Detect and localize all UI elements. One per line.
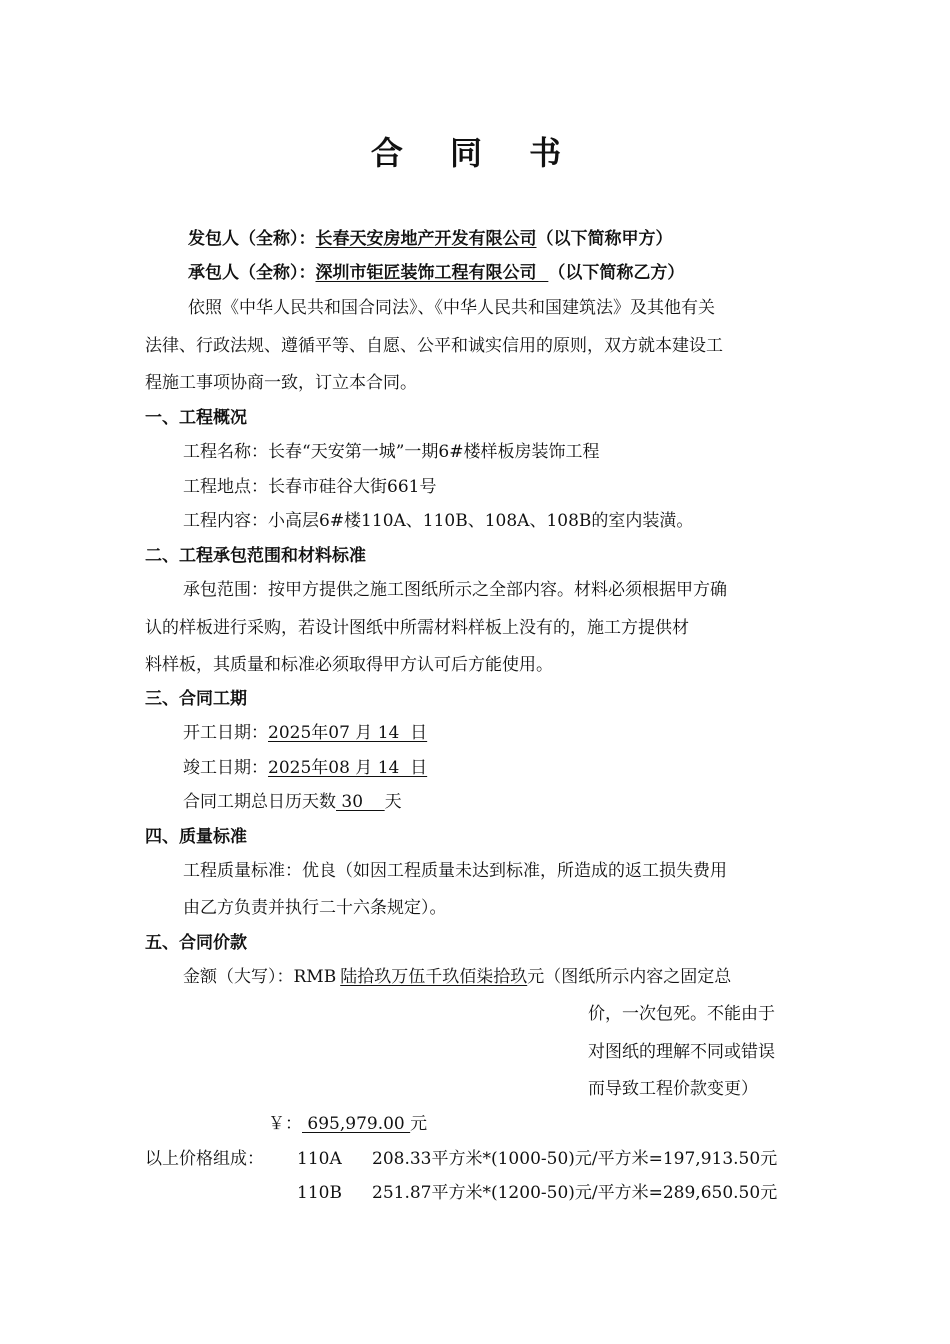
preamble-line: 法律、行政法规、遵循平等、自愿、公平和诚实信用的原则，双方就本建设工 (145, 336, 723, 356)
project-name: 工程名称：长春“天安第一城”一期6#楼样板房装饰工程 (183, 442, 600, 462)
preamble-line: 依照《中华人民共和国合同法》、《中华人民共和国建筑法》及其他有关 (188, 298, 715, 318)
end-date-value: 2025年08 月 14 日 (268, 758, 428, 778)
composition-formula: 208.33平方米*(1000-50)元/平方米=197,913.50元 (372, 1149, 778, 1169)
duration-label: 合同工期总日历天数 (183, 792, 336, 812)
amount-label: 金额（大写）：RMB (183, 967, 337, 987)
duration-line (183, 791, 402, 813)
amount-line (183, 966, 731, 988)
composition-unit: 110B (297, 1183, 342, 1203)
contractor-label: 承包人（全称）： (188, 263, 316, 283)
contractor-line (188, 262, 684, 284)
scope-line: 认的样板进行采购，若设计图纸中所需材料样板上没有的，施工方提供材 (145, 618, 689, 638)
section-heading: 四、质量标准 (145, 827, 247, 847)
scope-line: 料样板，其质量和标准必须取得甲方认可后方能使用。 (145, 655, 553, 675)
contractor-suffix: （以下简称乙方） (548, 263, 685, 283)
duration-unit: 天 (384, 792, 402, 812)
start-date-line (183, 722, 427, 744)
section-heading: 二、工程承包范围和材料标准 (145, 546, 366, 566)
composition-label: 以上价格组成： (145, 1149, 264, 1169)
amount-note-line: 对图纸的理解不同或错误 (588, 1042, 775, 1062)
yuan-line (268, 1113, 427, 1135)
quality-line: 工程质量标准：优良（如因工程质量未达到标准，所造成的返工损失费用 (183, 861, 727, 881)
client-line (188, 228, 673, 250)
amount-note-line: 价，一次包死。不能由于 (588, 1004, 775, 1024)
client-suffix: （以下简称甲方） (536, 229, 673, 249)
section-heading: 一、工程概况 (145, 408, 247, 428)
composition-formula: 251.87平方米*(1200-50)元/平方米=289,650.50元 (372, 1183, 778, 1203)
contractor-name: 深圳市钜匠装饰工程有限公司 (315, 263, 549, 283)
end-date-label: 竣工日期： (183, 758, 268, 778)
amount-note-line: 而导致工程价款变更） (588, 1079, 758, 1099)
section-heading: 三、合同工期 (145, 689, 247, 709)
amount-tail: 元（图纸所示内容之固定总 (527, 967, 732, 987)
section-heading: 五、合同价款 (145, 933, 247, 953)
start-date-label: 开工日期： (183, 723, 268, 743)
composition-unit: 110A (297, 1149, 342, 1169)
yuan-unit: 元 (410, 1114, 428, 1134)
duration-value: 30 (336, 792, 385, 812)
yuan-label: ￥： (268, 1114, 302, 1134)
quality-line: 由乙方负责并执行二十六条规定）。 (183, 898, 447, 918)
project-content: 工程内容：小高层6#楼110A、110B、108A、108B的室内装潢。 (183, 511, 694, 531)
scope-line: 承包范围：按甲方提供之施工图纸所示之全部内容。材料必须根据甲方确 (183, 580, 727, 600)
amount-words: 陆拾玖万伍千玖佰柒拾玖 (340, 967, 528, 987)
start-date-value: 2025年07 月 14 日 (268, 723, 428, 743)
end-date-line (183, 757, 427, 779)
project-location: 工程地点：长春市硅谷大街661号 (183, 477, 437, 497)
client-label: 发包人（全称）： (188, 229, 316, 249)
page-title: 合 同 书 (370, 134, 580, 172)
preamble-line: 程施工事项协商一致，订立本合同。 (145, 373, 417, 393)
yuan-value: 695,979.00 (302, 1114, 411, 1134)
client-name: 长春天安房地产开发有限公司 (315, 229, 537, 249)
